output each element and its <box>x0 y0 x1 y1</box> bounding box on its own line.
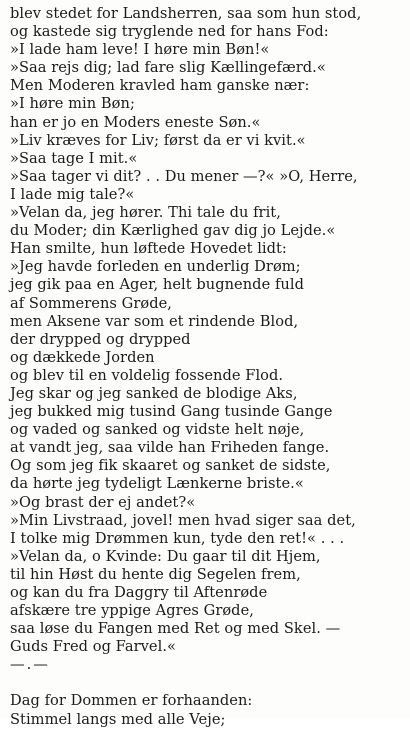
poem-line: »Saa rejs dig; lad fare slig Kællingefærd.« <box>10 59 326 77</box>
poem-line: Stimmel langs med alle Veje; <box>10 710 226 728</box>
poem-line: »Saa tager vi dit? . . Du mener —?« »O, Herre, <box>10 167 358 185</box>
poem-line: afskære tre yppige Agres Grøde, <box>10 602 254 620</box>
poem-line: I lade mig tale?« <box>10 185 135 203</box>
poem-line: men Aksene var som et rindende Blod, <box>10 312 299 330</box>
poem-line: Dag for Dommen er forhaanden: <box>10 692 253 710</box>
poem-line: »Min Livstraad, jovel! men hvad siger saa det, <box>10 511 356 529</box>
poem-line: blev stedet for Landsherren, saa som hun stod, <box>10 5 362 22</box>
poem-line: I tolke mig Drømmen kun, tyde den ret!« . . . <box>10 529 345 547</box>
poem-line: jeg bukked mig tusind Gang tusinde Gange <box>10 403 333 421</box>
poem-line: han er jo en Moders eneste Søn.« <box>10 113 261 131</box>
poem-line: da hørte jeg tydeligt Lænkerne briste.« <box>10 475 304 493</box>
poem-line: og kastede sig tryglende ned for hans Fod: <box>10 23 329 41</box>
poem-line: »Velan da, o Kvinde: Du gaar til dit Hjem, <box>10 547 321 565</box>
poem-line: til hin Høst du hente dig Segelen frem, <box>10 565 301 583</box>
poem-line: og kan du fra Daggry til Aftenrøde <box>10 584 268 601</box>
poem-line: Men Moderen kravled ham ganske nær: <box>10 77 310 95</box>
poem-line: og vaded og sanked og vidste helt nøje, <box>10 421 305 439</box>
poem-line: »I lade ham leve! I høre min Bøn!« <box>10 41 270 59</box>
poem-line: Han smilte, hun løftede Hovedet lidt: <box>10 240 287 258</box>
poem-line: »I høre min Bøn; <box>10 95 135 113</box>
poem-line: »Saa tage I mit.« <box>10 149 138 167</box>
poem-line: »Liv kræves for Liv; først da er vi kvit.« <box>10 131 306 149</box>
poem-line: saa løse du Fangen med Ret og med Skel. — <box>10 620 341 638</box>
poem-line: »Velan da, jeg hører. Thi tale du frit, <box>10 204 281 222</box>
poem-line: og dækkede Jorden <box>10 348 155 366</box>
poem-line: du Moder; din Kærlighed gav dig jo Lejde.« <box>10 222 336 240</box>
poem-line: jeg gik paa en Ager, helt bugnende fuld <box>10 276 304 294</box>
section-divider: —.— <box>10 656 50 674</box>
poem-line: Og som jeg fik skaaret og sanket de sidste, <box>10 457 331 475</box>
poem-line: Guds Fred og Farvel.« <box>10 638 176 656</box>
poem-line: og blev til en voldelig fossende Flod. <box>10 366 284 384</box>
poem-line: »Jeg havde forleden en underlig Drøm; <box>10 258 301 276</box>
poem-line: Jeg skar og jeg sanked de blodige Aks, <box>10 384 298 402</box>
poem-line: der drypped og drypped <box>10 330 191 348</box>
poem-text <box>10 5 408 729</box>
poem-line: »Og brast der ej andet?« <box>10 493 196 511</box>
poem-line: af Sommerens Grøde, <box>10 294 172 312</box>
stanza-gap <box>10 674 408 692</box>
poem-line: at vandt jeg, saa vilde han Friheden fange. <box>10 439 330 457</box>
